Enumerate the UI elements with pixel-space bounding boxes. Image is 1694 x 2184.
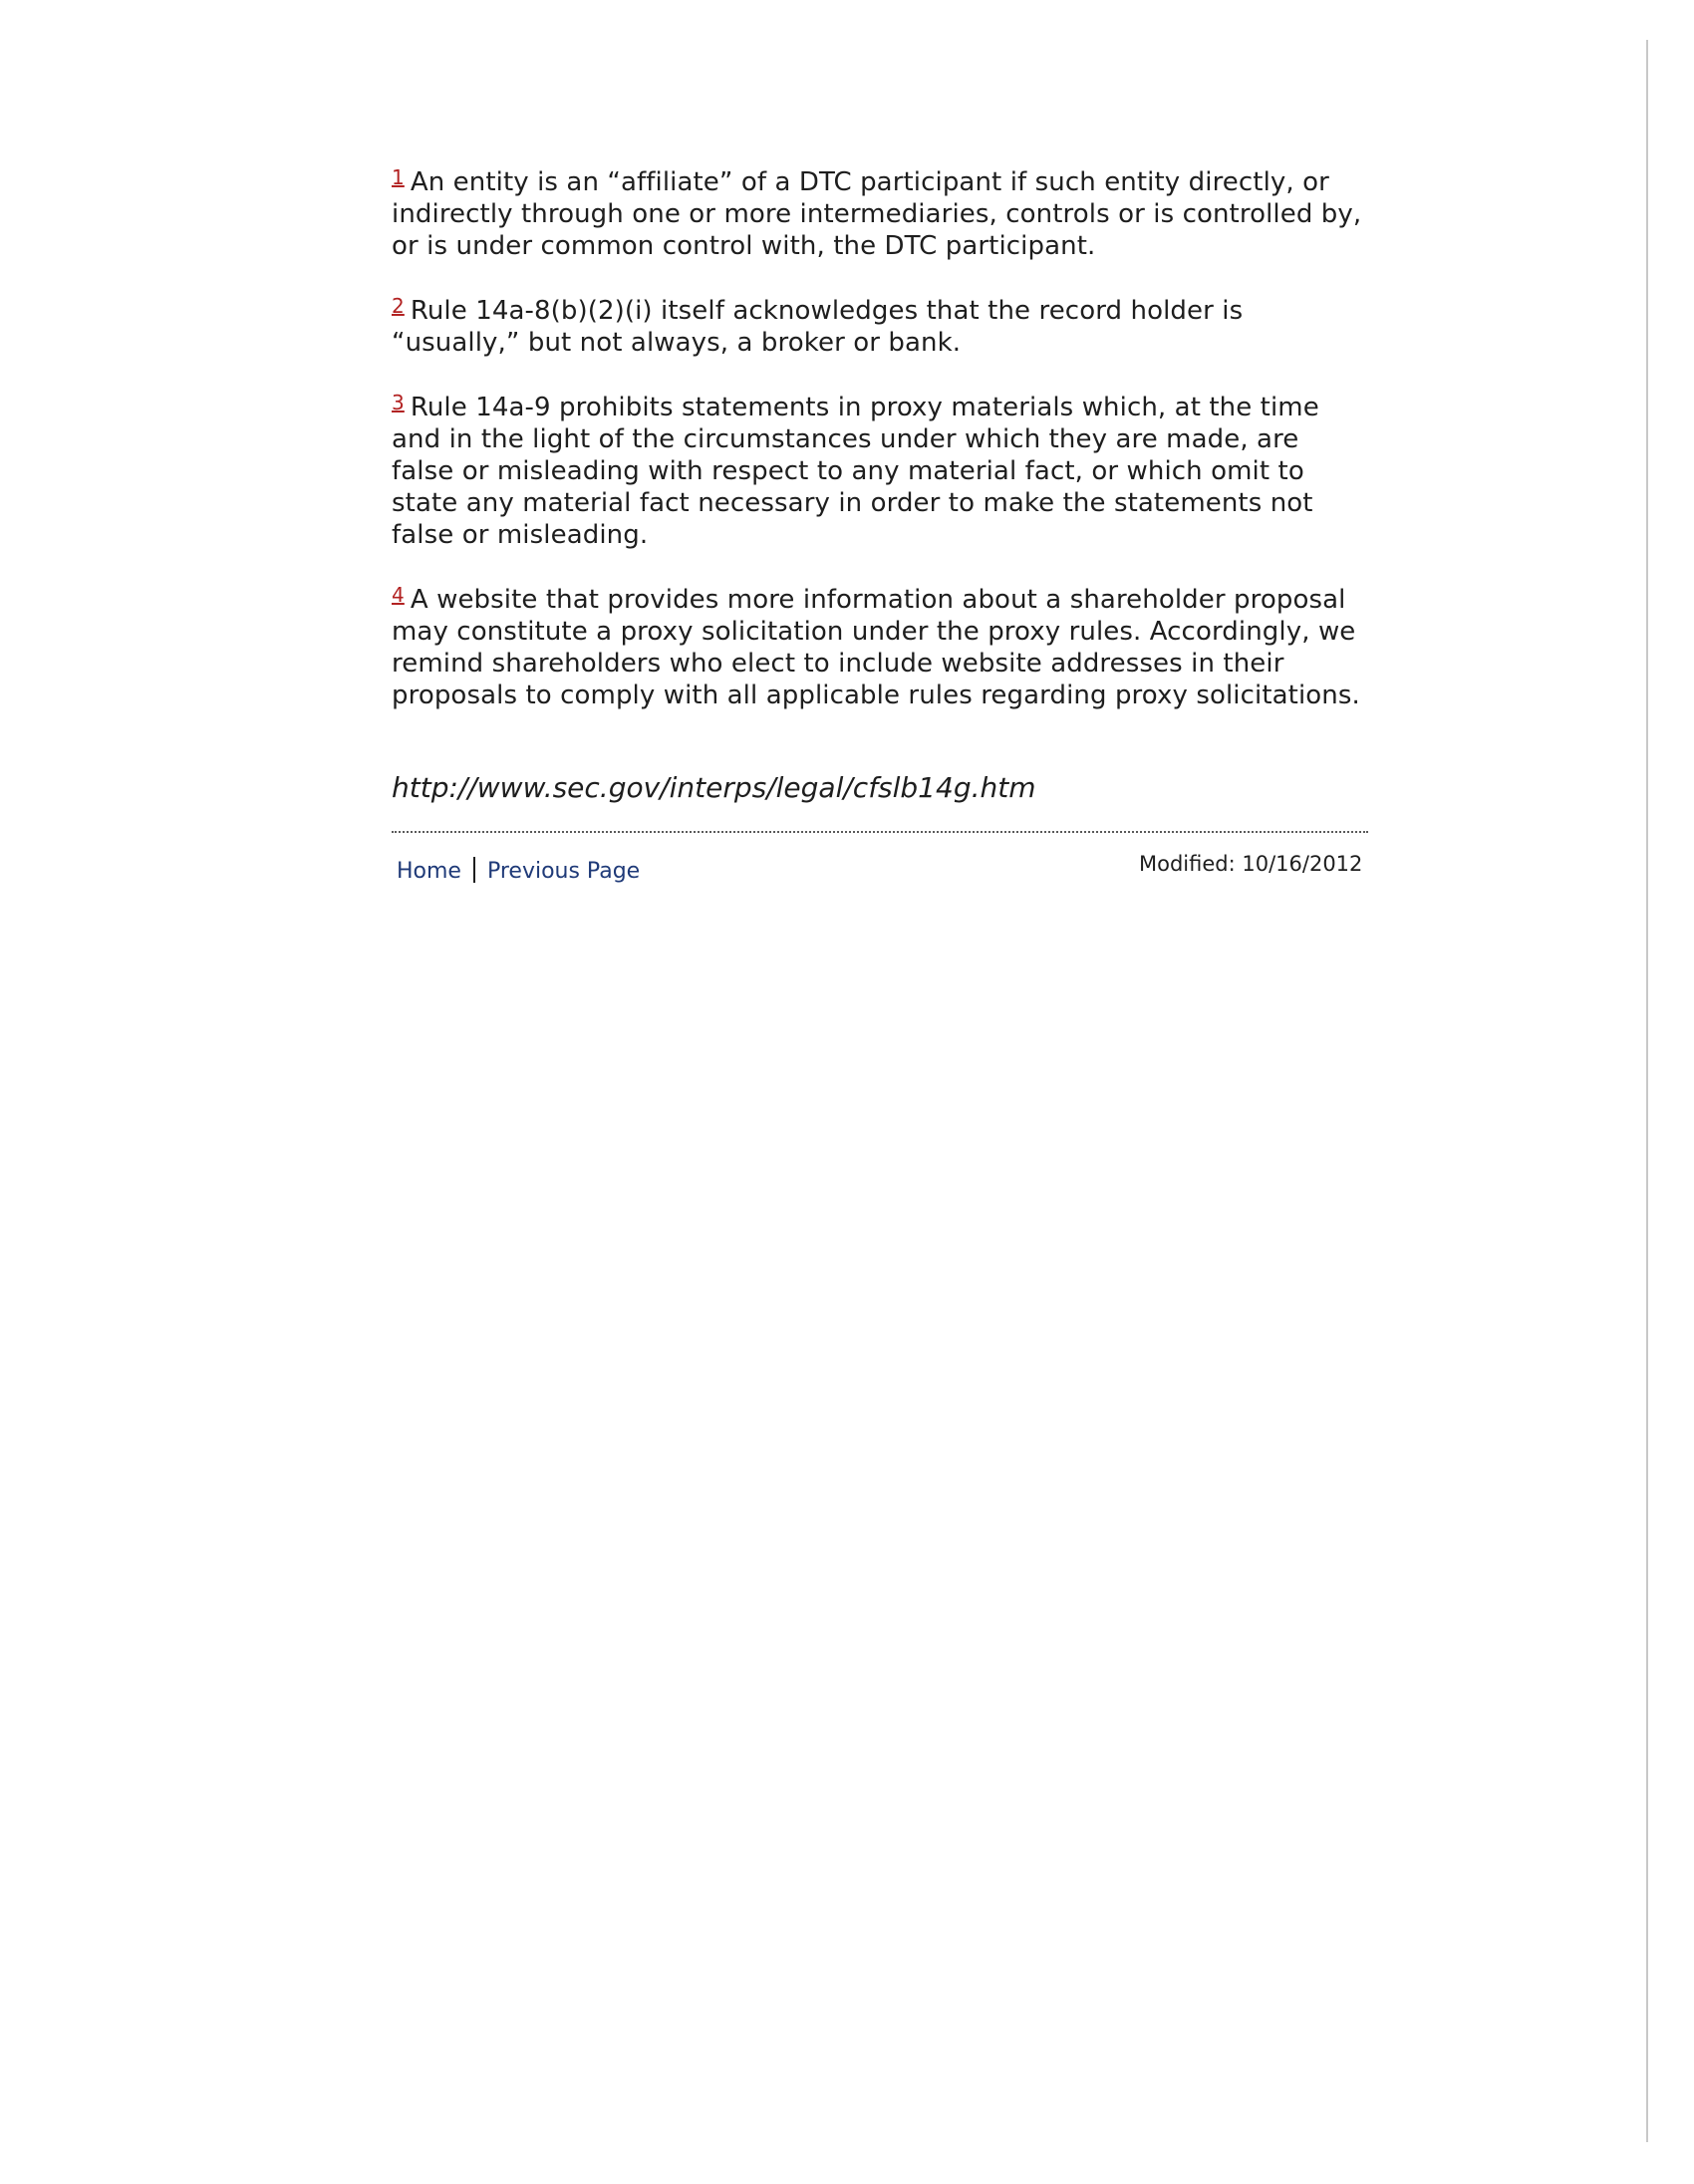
footnote-marker-4[interactable]: 4 bbox=[392, 583, 405, 607]
footer-nav bbox=[397, 857, 640, 884]
footnote-2 bbox=[392, 290, 1368, 359]
modified-date: Modified: 10/16/2012 bbox=[1139, 852, 1363, 876]
footnote-text-3: Rule 14a-9 prohibits statements in proxy materials which, at the time and in the light of the circumstances under which they are made, are false or misleading with respect to any material fact, or which omit to state any material fact necessary in order to make the statements not false or misleading. bbox=[392, 393, 1319, 550]
nav-separator bbox=[473, 857, 475, 883]
footnote-marker-1[interactable]: 1 bbox=[392, 165, 405, 189]
home-link[interactable]: Home bbox=[397, 859, 461, 884]
footnotes-section bbox=[392, 161, 1368, 739]
footer-divider bbox=[392, 831, 1368, 833]
footnote-marker-3[interactable]: 3 bbox=[392, 391, 405, 414]
footnote-3 bbox=[392, 387, 1368, 551]
footnote-text-2: Rule 14a-8(b)(2)(i) itself acknowledges that the record holder is “usually,” but not always, a broker or bank. bbox=[392, 296, 1244, 358]
footnote-4 bbox=[392, 579, 1368, 711]
previous-page-link[interactable]: Previous Page bbox=[486, 859, 641, 884]
scan-edge-line bbox=[1646, 40, 1648, 2142]
source-url: http://www.sec.gov/interps/legal/cfslb14g.htm bbox=[392, 771, 1036, 804]
footnote-text-1: An entity is an “affiliate” of a DTC participant if such entity directly, or indirectly through one or more intermediaries, controls or is controlled by, or is under common control with, the DTC participant. bbox=[392, 167, 1362, 261]
footnote-marker-2[interactable]: 2 bbox=[392, 294, 405, 318]
footnote-1 bbox=[392, 161, 1368, 262]
footnote-text-4: A website that provides more information about a shareholder proposal may constitute a proxy solicitation under the proxy rules. Accordingly, we remind shareholders who elect to include website addresses in their proposals to comply with all applicable rules regarding proxy solicitations. bbox=[392, 585, 1360, 710]
